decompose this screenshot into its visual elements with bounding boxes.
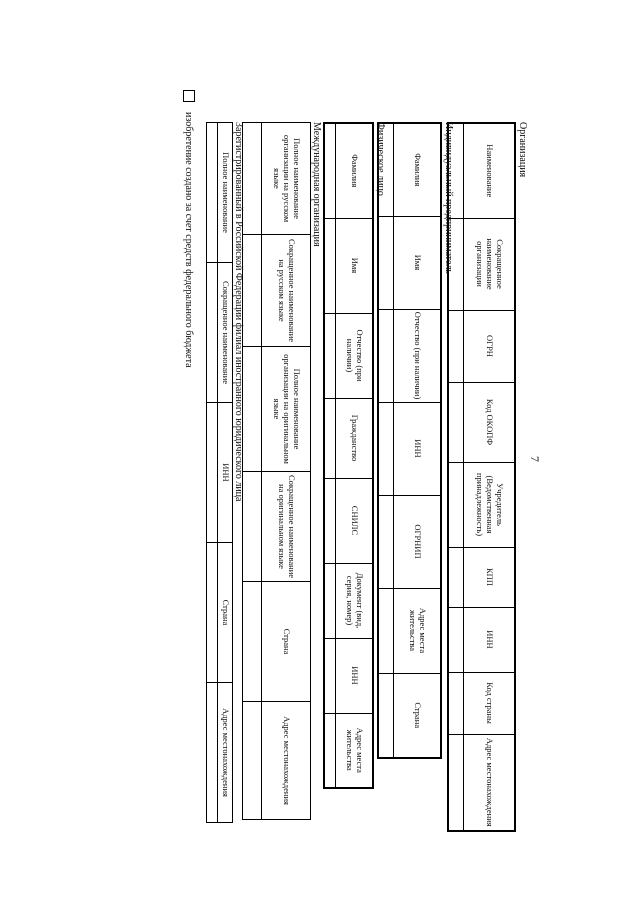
entrepreneur-table bbox=[377, 122, 442, 759]
ent-cell[interactable] bbox=[378, 216, 394, 309]
organization-header-row bbox=[464, 123, 516, 831]
fb-col-short-name: Сокращенное наименование bbox=[218, 263, 233, 403]
ent-cell[interactable] bbox=[378, 673, 394, 758]
ent-cell[interactable] bbox=[378, 402, 394, 495]
ind-col-address: Адрес места жительства bbox=[336, 713, 374, 788]
intl-cell[interactable] bbox=[243, 123, 262, 235]
entrepreneur-header-row bbox=[394, 123, 442, 758]
international-caption: Международная организация bbox=[311, 122, 322, 247]
ind-col-document: Документ (вид, серия, номер) bbox=[336, 563, 374, 638]
fb-cell[interactable] bbox=[207, 543, 218, 683]
entrepreneur-entry-row bbox=[378, 123, 394, 758]
org-col-address: Адрес местонахождения bbox=[464, 734, 516, 831]
ent-cell[interactable] bbox=[378, 309, 394, 402]
intl-col-full-name-orig: Полное наименование организации на оригинальном языке bbox=[262, 347, 311, 472]
ent-col-surname: Фамилия bbox=[394, 123, 442, 216]
ent-col-address: Адрес места жительства bbox=[394, 588, 442, 673]
org-cell[interactable] bbox=[448, 462, 464, 547]
ent-col-patronymic: Отчество (при наличии) bbox=[394, 309, 442, 402]
org-cell[interactable] bbox=[448, 607, 464, 672]
ind-cell[interactable] bbox=[324, 398, 336, 478]
ent-col-country: Страна bbox=[394, 673, 442, 758]
individual-entry-row bbox=[324, 123, 336, 788]
org-cell[interactable] bbox=[448, 672, 464, 734]
federal-budget-checkbox[interactable] bbox=[183, 90, 195, 102]
org-col-name: Наименование bbox=[464, 123, 516, 218]
ind-cell[interactable] bbox=[324, 313, 336, 398]
entrepreneur-caption: Индивидуальный предприниматель bbox=[443, 122, 454, 274]
fb-cell[interactable] bbox=[207, 263, 218, 403]
intl-col-short-name-ru: Сокращенное наименование на русском языке bbox=[262, 235, 311, 347]
federal-budget-label: изобретение создано за счет средств федерального бюджета bbox=[183, 112, 195, 368]
intl-cell[interactable] bbox=[243, 235, 262, 347]
intl-col-full-name-ru: Полное наименование организации на русском языке bbox=[262, 123, 311, 235]
fb-cell[interactable] bbox=[207, 683, 218, 823]
ind-col-citizenship: Гражданство bbox=[336, 398, 374, 478]
intl-col-address: Адрес местонахождения bbox=[262, 702, 311, 820]
intl-cell[interactable] bbox=[243, 347, 262, 472]
intl-cell[interactable] bbox=[243, 702, 262, 820]
intl-col-short-name-orig: Сокращенное наименование на оригинальном языке bbox=[262, 472, 311, 582]
intl-cell[interactable] bbox=[243, 472, 262, 582]
org-cell[interactable] bbox=[448, 734, 464, 831]
organization-caption: Организация bbox=[517, 122, 528, 178]
foreign-branch-table bbox=[206, 122, 233, 823]
foreign-branch-header-row bbox=[218, 123, 233, 823]
intl-col-country: Страна bbox=[262, 582, 311, 702]
ent-cell[interactable] bbox=[378, 588, 394, 673]
org-col-founder: Учредитель (Ведомственная принадлежность) bbox=[464, 462, 516, 547]
org-col-okopf: Код ОКОПФ bbox=[464, 382, 516, 462]
individual-table bbox=[323, 122, 374, 789]
individual-header-row bbox=[336, 123, 374, 788]
intl-cell[interactable] bbox=[243, 582, 262, 702]
ent-col-name: Имя bbox=[394, 216, 442, 309]
federal-budget-row bbox=[180, 90, 198, 368]
org-col-inn: ИНН bbox=[464, 607, 516, 672]
foreign-branch-entry-row bbox=[207, 123, 218, 823]
org-col-ogrn: ОГРН bbox=[464, 310, 516, 382]
international-entry-row bbox=[243, 123, 262, 820]
ind-cell[interactable] bbox=[324, 563, 336, 638]
fb-col-address: Адрес местонахождения bbox=[218, 683, 233, 823]
ind-col-patronymic: Отчество (при наличии) bbox=[336, 313, 374, 398]
ind-col-surname: Фамилия bbox=[336, 123, 374, 218]
fb-col-inn: ИНН bbox=[218, 403, 233, 543]
ent-col-inn: ИНН bbox=[394, 402, 442, 495]
ent-col-ogrnip: ОГРНИП bbox=[394, 495, 442, 588]
org-col-short-name: Сокращенное наименование организации bbox=[464, 218, 516, 310]
page-number: 7 bbox=[528, 456, 542, 462]
ind-cell[interactable] bbox=[324, 478, 336, 563]
international-table bbox=[242, 122, 311, 820]
org-col-country-code: Код страны bbox=[464, 672, 516, 734]
ind-cell[interactable] bbox=[324, 123, 336, 218]
foreign-branch-caption: Зарегистрированный в Российской Федерации филиал иностранного юридического лица bbox=[233, 122, 244, 502]
org-col-kpp: КПП bbox=[464, 547, 516, 607]
org-cell[interactable] bbox=[448, 310, 464, 382]
ind-col-snils: СНИЛС bbox=[336, 478, 374, 563]
ind-cell[interactable] bbox=[324, 713, 336, 788]
international-header-row bbox=[262, 123, 311, 820]
org-cell[interactable] bbox=[448, 547, 464, 607]
fb-col-country: Страна bbox=[218, 543, 233, 683]
org-cell[interactable] bbox=[448, 382, 464, 462]
fb-cell[interactable] bbox=[207, 123, 218, 263]
ind-cell[interactable] bbox=[324, 218, 336, 313]
organization-table bbox=[447, 122, 516, 832]
ind-col-inn: ИНН bbox=[336, 638, 374, 713]
ind-col-name: Имя bbox=[336, 218, 374, 313]
fb-cell[interactable] bbox=[207, 403, 218, 543]
individual-caption: Физическое лицо bbox=[375, 122, 386, 196]
ind-cell[interactable] bbox=[324, 638, 336, 713]
ent-cell[interactable] bbox=[378, 495, 394, 588]
fb-col-full-name: Полное наименование bbox=[218, 123, 233, 263]
